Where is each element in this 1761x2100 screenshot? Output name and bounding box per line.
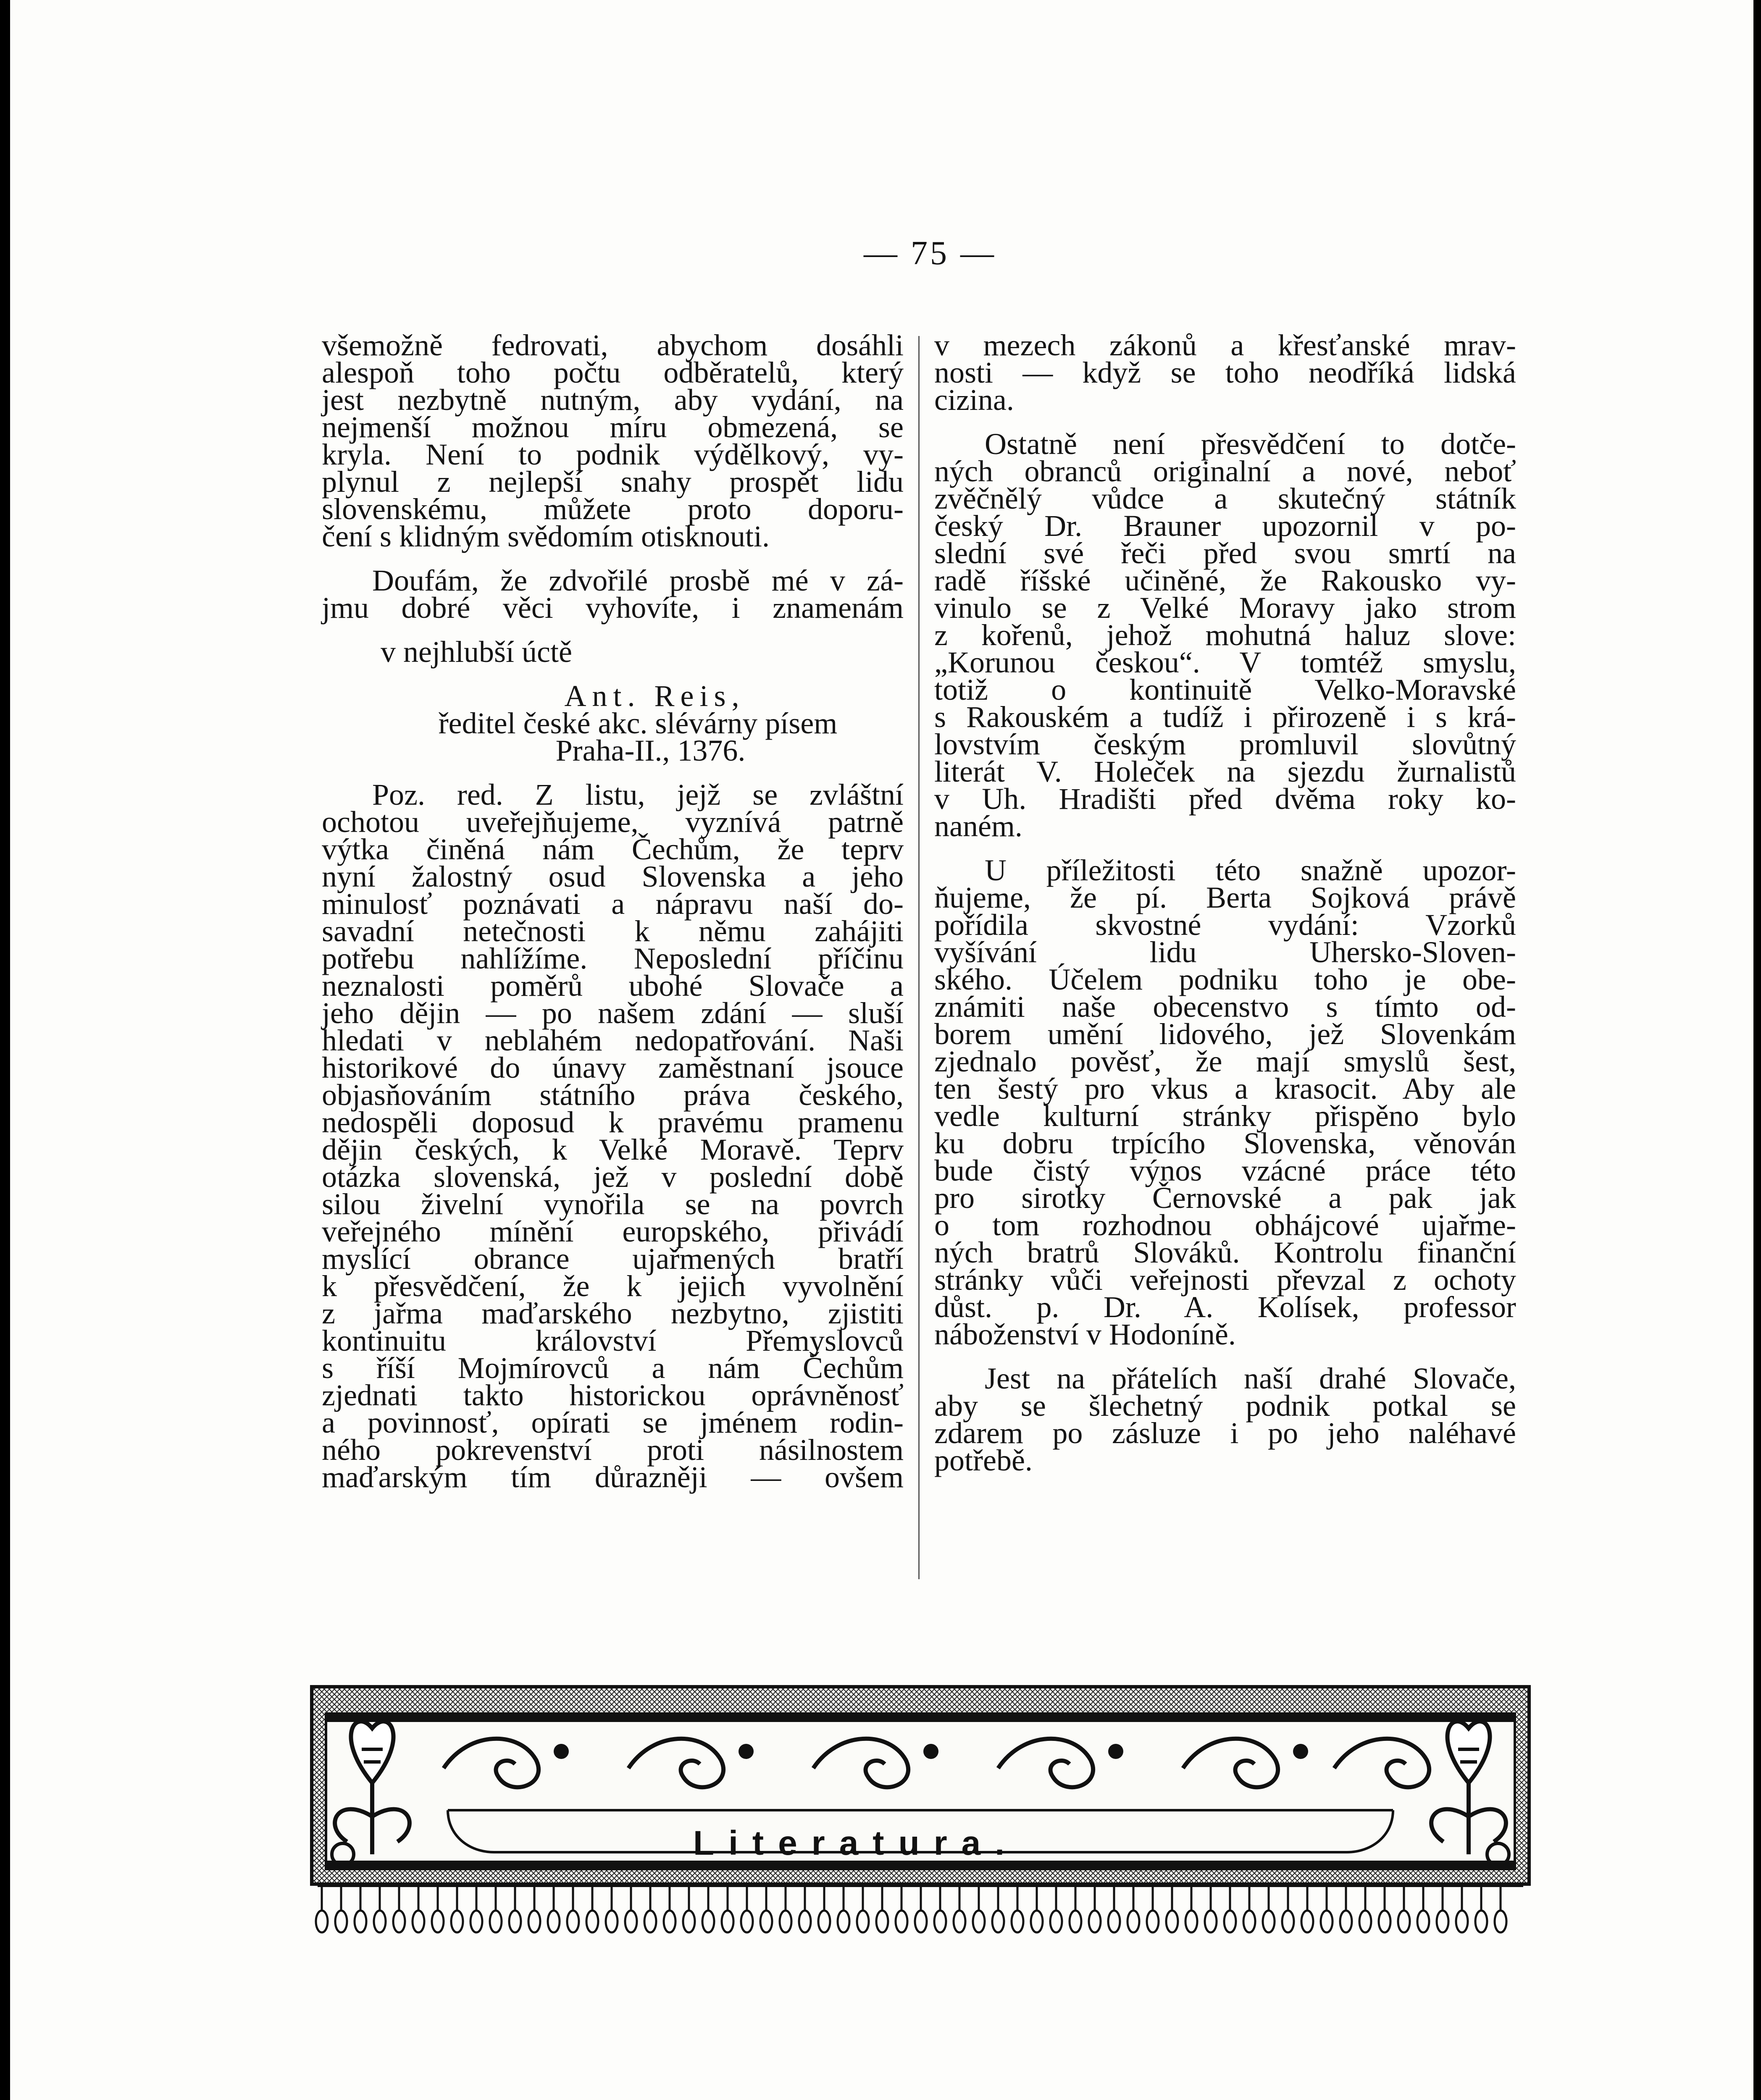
text-line: stránky vůči veřejnosti převzal z ochoty [934,1263,1516,1297]
text-line: zvěčnělý vůdce a skutečný státník [934,482,1516,515]
text-line: literát V. Holeček na sjezdu žurnalistů [934,755,1516,788]
fringe-bead [393,1911,405,1932]
text-line: k přesvědčení, že k jejich vyvolnění [322,1269,904,1303]
fringe-bead [1224,1911,1236,1932]
fringe-bead [316,1911,328,1932]
fringe-bead [1437,1911,1448,1932]
left-column [322,328,904,1494]
fringe-bead [1301,1911,1313,1932]
text-line: hledati v neblahém nedopatřování. Naši [322,1024,904,1057]
fringe-bead [722,1911,733,1932]
text-line: bude čistý výnos vzácné práce této [934,1154,1516,1187]
page-number: — 75 — [864,235,996,272]
fringe-bead [702,1911,714,1932]
fringe-bead [760,1911,772,1932]
text-line: čení s klidným svědomím otisknouti. [322,520,770,553]
fringe-bead [548,1911,560,1932]
text-line: kontinuitu království Přemyslovců [322,1324,904,1357]
fringe-bead [1495,1911,1506,1932]
fringe-bead [683,1911,695,1932]
text-line: zjednati takto historickou oprávněnosť [322,1378,904,1412]
text-line: o tom rozhodnou obhájcové ujařme- [934,1208,1516,1242]
text-line: myslící obrance ujařmených bratří [322,1242,904,1276]
fringe-bead [1185,1911,1197,1932]
text-line: nyní žalostný osud Slovenska a jeho [322,860,904,893]
fringe-bead [374,1911,386,1932]
fringe-bead [1089,1911,1101,1932]
text-line: ných bratrů Slováků. Kontrolu finanční [934,1236,1516,1269]
text-line: nedospěli doposud k pravému pramenu [322,1105,904,1139]
fringe-bead [335,1911,347,1932]
text-line: ňujeme, že pí. Berta Sojková právě [934,881,1516,914]
fringe-bead [644,1911,656,1932]
fringe-bead [876,1911,888,1932]
fringe-bead [1147,1911,1159,1932]
text-line: a povinnosť, opírati se jménem rodin- [322,1406,904,1439]
text-line: slední své řeči před svou smrtí na [934,536,1516,570]
fringe-bead [799,1911,811,1932]
text-line: minulosť poznávati a nápravu naší do- [322,887,904,921]
text-line: ných obranců originalní a nové, neboť [934,454,1516,488]
fringe-bead [1456,1911,1468,1932]
text-line: Ostatně není přesvědčení to dotče- [985,427,1516,461]
fringe-bead [896,1911,907,1932]
fringe-bead [1398,1911,1410,1932]
text-line: „Korunou českou“. V tomtéž smyslu, [934,646,1516,679]
column-divider [918,336,920,1579]
fringe-bead [664,1911,675,1932]
text-line: lovstvím českým promluvil slovůtný [934,727,1516,761]
text-line: veřejného mínění europského, přivádí [322,1215,904,1248]
text-line: vyšívání lidu Uhersko-Sloven- [934,935,1516,969]
text-line: silou živelní vynořila se na povrch [322,1187,904,1221]
fringe-bead [992,1911,1004,1932]
fringe-bead [1070,1911,1081,1932]
fringe-bead [586,1911,598,1932]
book-page [10,0,1753,2100]
right-column [934,328,1516,1477]
fringe-bead [1263,1911,1275,1932]
text-line: důst. p. Dr. A. Kolísek, professor [934,1290,1516,1324]
fringe-bead [625,1911,637,1932]
signature-title: ředitel české akc. slévárny písem [438,706,838,740]
fringe-bead [1340,1911,1352,1932]
text-line: borem umění lidového, jež Slovenkám [934,1017,1516,1051]
fringe-bead [1205,1911,1217,1932]
signature-address: Praha-II., 1376. [555,734,746,767]
fringe-bead [780,1911,791,1932]
text-line: nejmenší možnou míru obmezená, se [322,410,904,444]
fringe-bead [470,1911,482,1932]
fringe-bead [490,1911,502,1932]
text-line: Jest na přátelích naší drahé Slovače, [985,1362,1516,1395]
fringe-bead [818,1911,830,1932]
text-line: Poz. red. Z listu, jejž se zvláštní [372,778,904,811]
fringe-bead [1379,1911,1390,1932]
text-line: savadní netečnosti k němu zahájiti [322,914,904,948]
fringe-bead [1417,1911,1429,1932]
fringe-bead [915,1911,927,1932]
text-line: ten šestý pro vkus a krasocit. Aby ale [934,1072,1516,1105]
text-line: maďarským tím důrazněji — ovšem [322,1460,904,1494]
text-line: Doufám, že zdvořilé prosbě mé v zá- [372,564,904,597]
fringe-bead [355,1911,366,1932]
text-line: s říší Mojmírovců a nám Čechům [322,1351,904,1385]
text-line: totiž o kontinuitě Velko-Moravské [934,673,1516,706]
text-line: vinulo se z Velké Moravy jako strom [934,591,1516,625]
text-line: v Uh. Hradišti před dvěma roky ko- [934,782,1516,816]
text-line: otázka slovenská, jež v poslední době [322,1160,904,1194]
fringe-bead [1475,1911,1487,1932]
text-line: s Rakouském a tudíž i přirozeně i s krá- [934,700,1516,734]
fringe-bead [509,1911,521,1932]
text-line: výtka činěná nám Čechům, že teprv [322,832,904,866]
fringe-bead [741,1911,753,1932]
text-line: jeho dějin — po našem zdání — sluší [322,996,904,1030]
text-line: ochotou uveřejňujeme, vyznívá patrně [322,805,904,839]
fringe-bead [934,1911,946,1932]
fringe-bead [432,1911,444,1932]
text-line: potřebě. [934,1444,1033,1477]
text-line: alespoň toho počtu odběratelů, který [322,356,904,389]
text-line: plynul z nejlepší snahy prospět lidu [322,465,904,499]
fringe-bead [451,1911,463,1932]
text-line: z kořenů, jehož mohutná haluz slove: [934,618,1516,652]
text-line: všemožně fedrovati, abychom dosáhli [322,328,904,362]
text-line: nosti — když se toho neodříká lidská [934,356,1516,389]
fringe-bead [1321,1911,1333,1932]
text-line: známiti naše obecenstvo s tímto od- [934,990,1516,1024]
text-line: ského. Účelem podniku toho je obe- [934,963,1516,996]
text-line: historikové do únavy zaměstnaní jsouce [322,1051,904,1084]
fringe-bead [606,1911,618,1932]
fringe-bead [1243,1911,1255,1932]
fringe-bead [1050,1911,1062,1932]
text-line: vedle kulturní stránky přispěno bylo [934,1099,1516,1133]
text-line: U příležitosti této snažně upozor- [985,853,1516,887]
fringe-bead [567,1911,579,1932]
text-line: ného pokrevenství proti násilnostem [322,1433,904,1467]
text-line: pro sirotky Černovské a pak jak [934,1181,1516,1215]
text-line: jmu dobré věci vyhovíte, i znamenám [322,591,904,625]
text-line: objasňováním státního práva českého, [322,1078,904,1112]
text-line: zjednalo pověsť, že mají smyslů šest, [934,1045,1516,1078]
text-line: v mezech zákonů a křesťanské mrav- [934,328,1516,362]
fringe-bead [1282,1911,1294,1932]
text-line: kryla. Není to podnik výdělkový, vy- [322,438,904,471]
text-line: potřebu nahlížíme. Neposlední příčinu [322,942,904,975]
ornamental-banner [309,1684,1532,1945]
fringe-bead [528,1911,540,1932]
text-line: naném. [934,809,1022,843]
fringe-bead [857,1911,869,1932]
text-line: slovenskému, můžete proto doporu- [322,492,904,526]
section-title: Literatura. [693,1824,1019,1862]
text-line: náboženství v Hodoníně. [934,1318,1236,1351]
fringe-bead [413,1911,424,1932]
fringe-bead [1108,1911,1120,1932]
text-line: aby se šlechetný podnik potkal se [934,1389,1516,1423]
fringe-bead [1031,1911,1043,1932]
text-line: z jařma maďarského nezbytno, zjistiti [322,1297,904,1330]
fringe-bead [973,1911,985,1932]
text-line: zdarem po zásluze i po jeho naléhavé [934,1416,1516,1450]
fringe-bead [1012,1911,1023,1932]
text-line: jest nezbytně nutným, aby vydání, na [322,383,904,417]
text-line: ku dobru trpícího Slovenska, věnován [934,1126,1516,1160]
text-line: dějin českých, k Velké Moravě. Teprv [322,1133,904,1166]
text-line: cizina. [934,383,1014,417]
closing-salutation: v nejhlubší úctě [381,635,572,669]
fringe-bead [1359,1911,1371,1932]
text-line: český Dr. Brauner upozornil v po- [934,509,1516,543]
text-line: pořídila skvostné vydání: Vzorků [934,908,1516,942]
fringe-bead [1128,1911,1139,1932]
fringe-bead [838,1911,849,1932]
fringe-bead [954,1911,965,1932]
fringe-bead [1166,1911,1178,1932]
signature-name: Ant. Reis, [564,679,745,713]
text-line: neznalosti poměrů ubohé Slovače a [322,969,904,1003]
text-line: radě říšské učiněné, že Rakousko vy- [934,564,1516,597]
